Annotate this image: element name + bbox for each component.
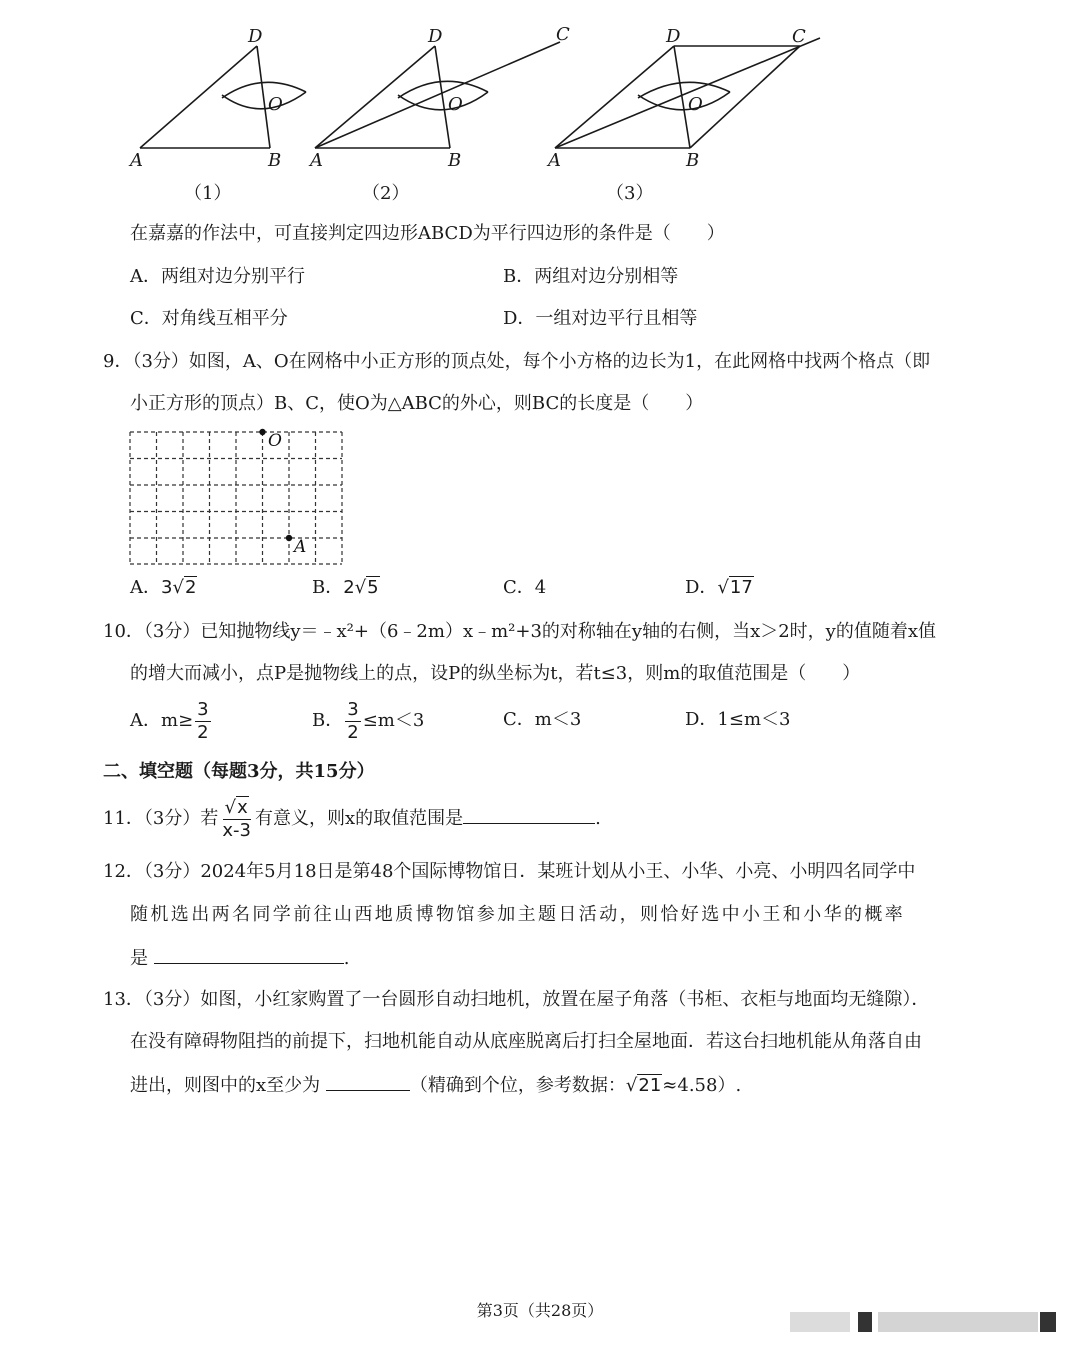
page-footer: 第3页（共28页） bbox=[476, 1301, 604, 1320]
f3-label-B: B bbox=[686, 150, 700, 171]
f2-label-C: C bbox=[556, 24, 570, 45]
f1-label-O: O bbox=[268, 94, 283, 115]
grid-label-A: A bbox=[294, 537, 307, 557]
q9-option-d: D．√17 bbox=[685, 577, 753, 598]
construction-figures bbox=[0, 0, 1080, 215]
f1-label-B: B bbox=[268, 150, 282, 171]
f3-label-C: C bbox=[792, 26, 806, 47]
q12-line-1: 12．（3分）2024年5月18日是第48个国际博物馆日．某班计划从小王、小华、小亮、小明四名同学中 bbox=[103, 861, 916, 882]
f1-label-D: D bbox=[248, 26, 263, 47]
q13-line-1: 13．（3分）如图，小红家购置了一台圆形自动扫地机，放置在屋子角落（书柜、衣柜与地面均无缝隙）． bbox=[103, 989, 930, 1010]
f2-label-A: A bbox=[310, 150, 323, 171]
q10-option-b: B． $\frac{3}{2}$ ≤m＜3 bbox=[312, 698, 425, 743]
q9-line-2: 小正方形的顶点）B、C，使O为△ABC的外心，则BC的长度是（ ） bbox=[130, 393, 704, 414]
grid-label-O: O bbox=[268, 431, 282, 451]
q10-line-2: 的增大而减小，点P是抛物线上的点，设P的纵坐标为t，若t≤3，则m的取值范围是（ ） bbox=[130, 663, 861, 684]
scan-mark-4 bbox=[1040, 1312, 1056, 1332]
section-2-heading: 二、填空题（每题3分，共15分） bbox=[103, 761, 375, 782]
q9-option-a: A．3√2 bbox=[130, 577, 197, 598]
q11-answer-blank[interactable] bbox=[463, 805, 595, 824]
f3-label-O: O bbox=[688, 94, 703, 115]
f2-label-B: B bbox=[448, 150, 462, 171]
q8-option-c: C．对角线互相平分 bbox=[130, 308, 288, 329]
q8-option-a: A．两组对边分别平行 bbox=[130, 266, 305, 287]
scan-mark-3 bbox=[878, 1312, 1038, 1332]
q9-option-c: C．4 bbox=[503, 577, 547, 598]
q8-option-d: D．一组对边平行且相等 bbox=[503, 308, 698, 329]
figure-2 bbox=[315, 42, 560, 148]
q10-line-1: 10．（3分）已知抛物线y＝﹣x²+（6﹣2m）x﹣m²+3的对称轴在y轴的右侧，当x＞2时，y的值随着x值 bbox=[103, 621, 937, 642]
figure-3 bbox=[555, 38, 820, 148]
q9-line-1: 9．（3分）如图，A、O在网格中小正方形的顶点处，每个小方格的边长为1，在此网格中找两个格点（即 bbox=[103, 351, 931, 372]
q11: 11．（3分）若 $\frac{√x}{x-3}$ 有意义，则x的取值范围是 . bbox=[103, 796, 601, 841]
q9-grid bbox=[120, 425, 355, 570]
q12-line-3: 是 . bbox=[130, 945, 349, 971]
q10-option-d: D．1≤m＜3 bbox=[685, 709, 791, 730]
q9-option-b: B．2√5 bbox=[312, 577, 379, 598]
scan-mark-2 bbox=[858, 1312, 872, 1332]
q12-line-2: 随机选出两名同学前往山西地质博物馆参加主题日活动，则恰好选中小王和小华的概率 bbox=[130, 904, 906, 925]
f2-label-O: O bbox=[448, 94, 463, 115]
f1-caption: （1） bbox=[184, 183, 232, 204]
q13-answer-blank[interactable] bbox=[326, 1072, 410, 1091]
scan-mark-1 bbox=[790, 1312, 850, 1332]
q10-option-a: A．m≥ $\frac{3}{2}$ bbox=[130, 698, 209, 743]
q13-line-3: 进出，则图中的x至少为 （精确到个位，参考数据：√21≈4.58）. bbox=[130, 1072, 741, 1098]
q8-stem: 在嘉嘉的作法中，可直接判定四边形ABCD为平行四边形的条件是（ ） bbox=[130, 223, 725, 244]
q10-option-c: C．m＜3 bbox=[503, 709, 582, 730]
q12-answer-blank[interactable] bbox=[154, 945, 344, 964]
f3-label-D: D bbox=[666, 26, 681, 47]
f2-caption: （2） bbox=[362, 183, 410, 204]
f1-label-A: A bbox=[130, 150, 143, 171]
q13-line-2: 在没有障碍物阻挡的前提下，扫地机能自动从底座脱离后打扫全屋地面．若这台扫地机能从角落自由 bbox=[130, 1031, 922, 1052]
f2-label-D: D bbox=[428, 26, 443, 47]
f3-caption: （3） bbox=[606, 183, 654, 204]
f3-label-A: A bbox=[548, 150, 561, 171]
q8-option-b: B．两组对边分别相等 bbox=[503, 266, 679, 287]
